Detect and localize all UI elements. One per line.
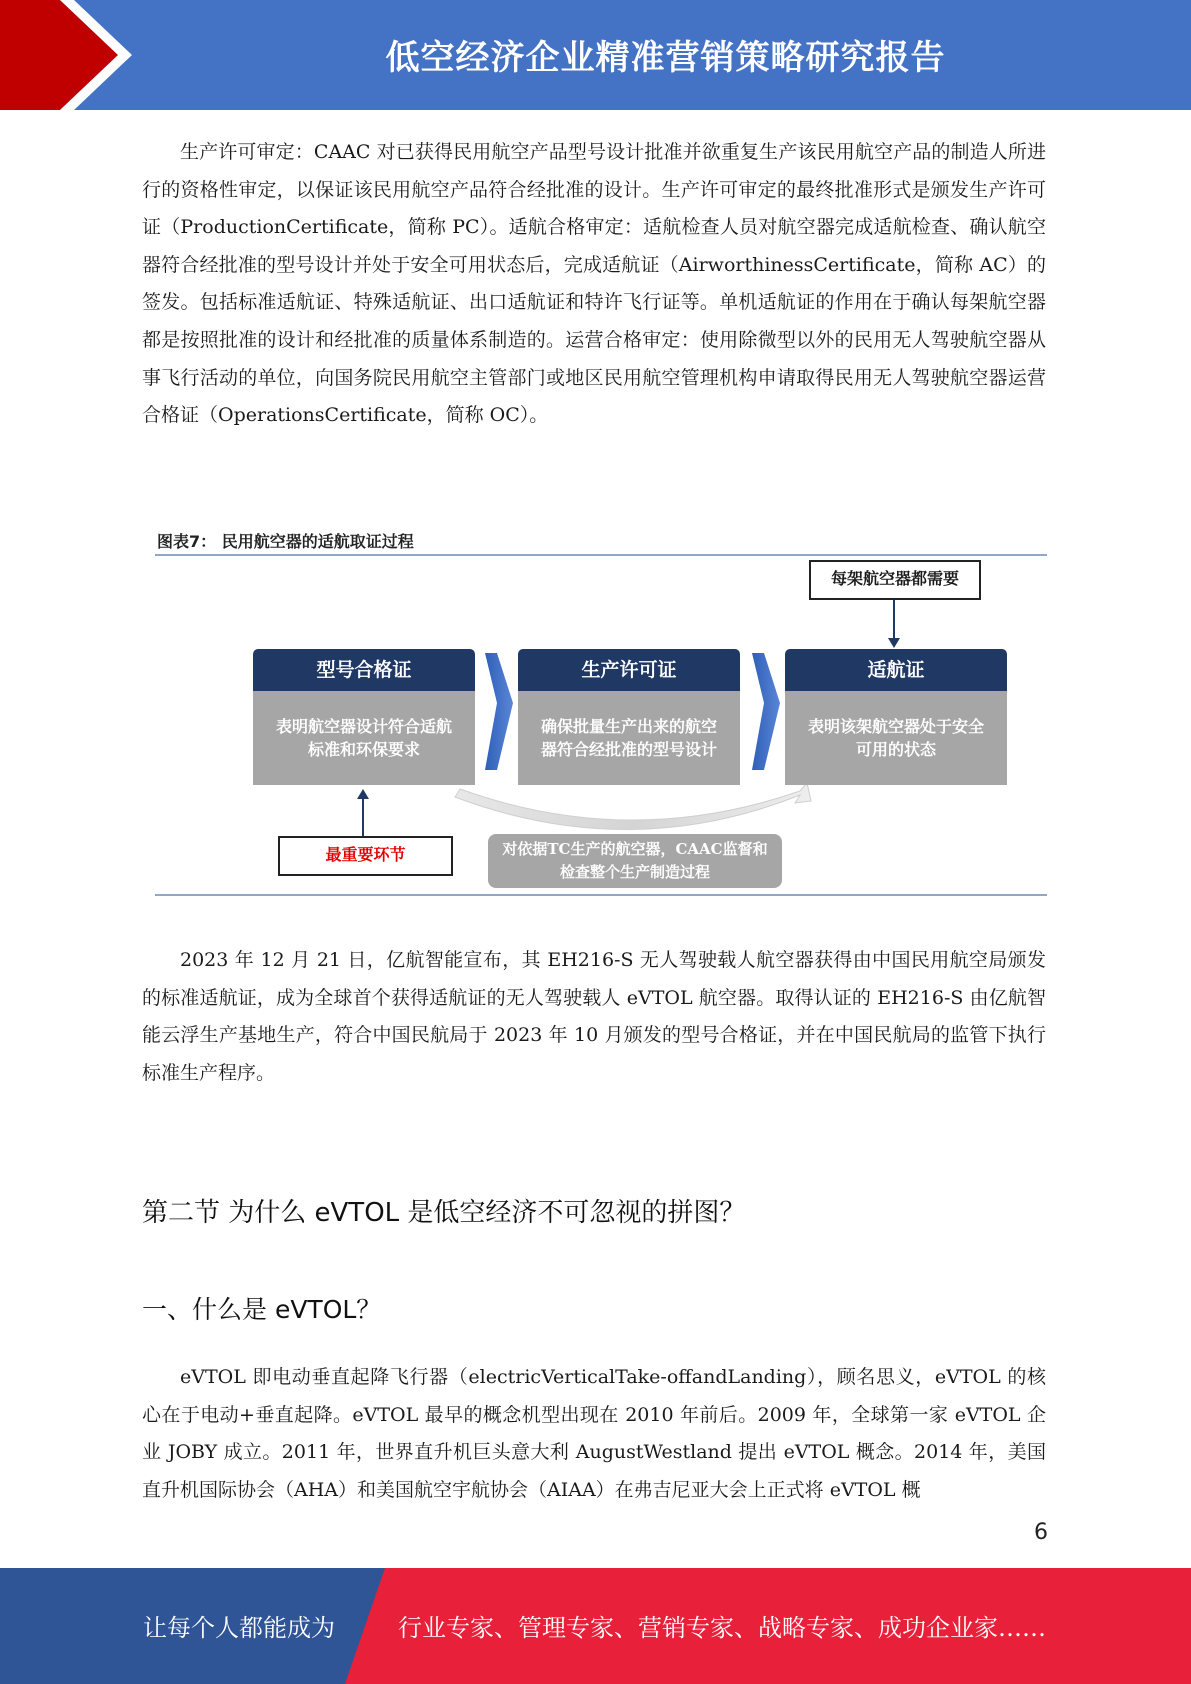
body-paragraph: 2023 年 12 月 21 日，亿航智能宣布，其 EH216-S 无人驾驶载人航空器获得由中国民用航空局颁发的标准适航证，成为全球首个获得适航证的无人驾驶载人 eVTOL 航空器。取得认证的 EH216-S 由亿航智能云浮生产基地生产，符合中国民航局于 2023 年 10 月颁发的型号合格证，并在中国民航局的监管下执行标准生产程序。 (142, 949, 1046, 1084)
page-footer (0, 1568, 1191, 1684)
report-title: 低空经济企业精准营销策略研究报告 (385, 38, 946, 78)
subsection-heading: 一、什么是 eVTOL？ (142, 1295, 382, 1324)
body-paragraph: 生产许可审定：CAAC 对已获得民用航空产品型号设计批准并欲重复生产该民用航空产品的制造人所进行的资格性审定，以保证该民用航空产品符合经批准的设计。生产许可审定的最终批准形式是颁发生产许可证（ProductionCertificate，简称 PC）。适航合格审定：适航检查人员对航空器完成适航检查、确认航空器符合经批准的型号设计并处于安全可用状态后，完成适航证（AirworthinessCertificate，简称 AC）的签发。包括标准适航证、特殊适航证、出口适航证和特许飞行证等。单机适航证的作用在于确认每架航空器都是按照批准的设计和经批准的质量体系制造的。运营合格审定：使用除微型以外的民用无人驾驶航空器从事飞行活动的单位，向国务院民用航空主管部门或地区民用航空管理机构申请取得民用无人驾驶航空器运营合格证（OperationsCertificate，简称 OC）。 (142, 141, 1046, 427)
box-body-production-certificate: 确保批量生产出来的航空器符合经批准的型号设计 (518, 691, 740, 785)
box-body-airworthiness-certificate: 表明该架航空器处于安全可用的状态 (785, 691, 1007, 785)
box-title-production-certificate: 生产许可证 (518, 649, 740, 691)
note-box: 对依据TC生产的航空器，CAAC监督和检查整个生产制造过程 (488, 834, 782, 888)
page-number: 6 (1034, 1520, 1048, 1545)
section-heading: 第二节 为什么 eVTOL 是低空经济不可忽视的拼图？ (142, 1198, 746, 1228)
figure-bottom-rule (155, 894, 1047, 896)
arrow-right-icon (752, 653, 780, 770)
box-body-type-certificate: 表明航空器设计符合适航标准和环保要求 (253, 691, 475, 785)
box-title-airworthiness-certificate: 适航证 (785, 649, 1007, 691)
red-chevron-decoration (0, 0, 150, 110)
bottom-label-box: 最重要环节 (278, 836, 453, 876)
curved-flow-arrow (455, 783, 811, 830)
arrow-right-icon (485, 653, 513, 770)
box-title-type-certificate: 型号合格证 (253, 649, 475, 691)
arrow-down-icon (888, 638, 900, 648)
figure-airworthiness-process (155, 525, 1047, 897)
body-paragraph: eVTOL 即电动垂直起降飞行器（electricVerticalTake-offandLanding），顾名思义，eVTOL 的核心在于电动+垂直起降。eVTOL 最早的概念机型出现在 2010 年前后。2009 年，全球第一家 eVTOL 企业 JOBY 成立。2011 年，世界直升机巨头意大利 AugustWestland 提出 eVTOL 概念。2014 年，美国直升机国际协会（AHA）和美国航空宇航协会（AIAA）在弗吉尼亚大会上正式将 eVTOL 概 (142, 1366, 1046, 1501)
footer-slogan-left: 让每个人都能成为 (143, 1614, 335, 1642)
page-header (0, 0, 1191, 110)
footer-slogan-right: 行业专家、管理专家、营销专家、战略专家、成功企业家…… (398, 1614, 1046, 1642)
arrow-up-icon (357, 789, 369, 799)
figure-caption: 图表7： 民用航空器的适航取证过程 (157, 532, 414, 551)
top-label-box: 每架航空器都需要 (809, 560, 981, 600)
